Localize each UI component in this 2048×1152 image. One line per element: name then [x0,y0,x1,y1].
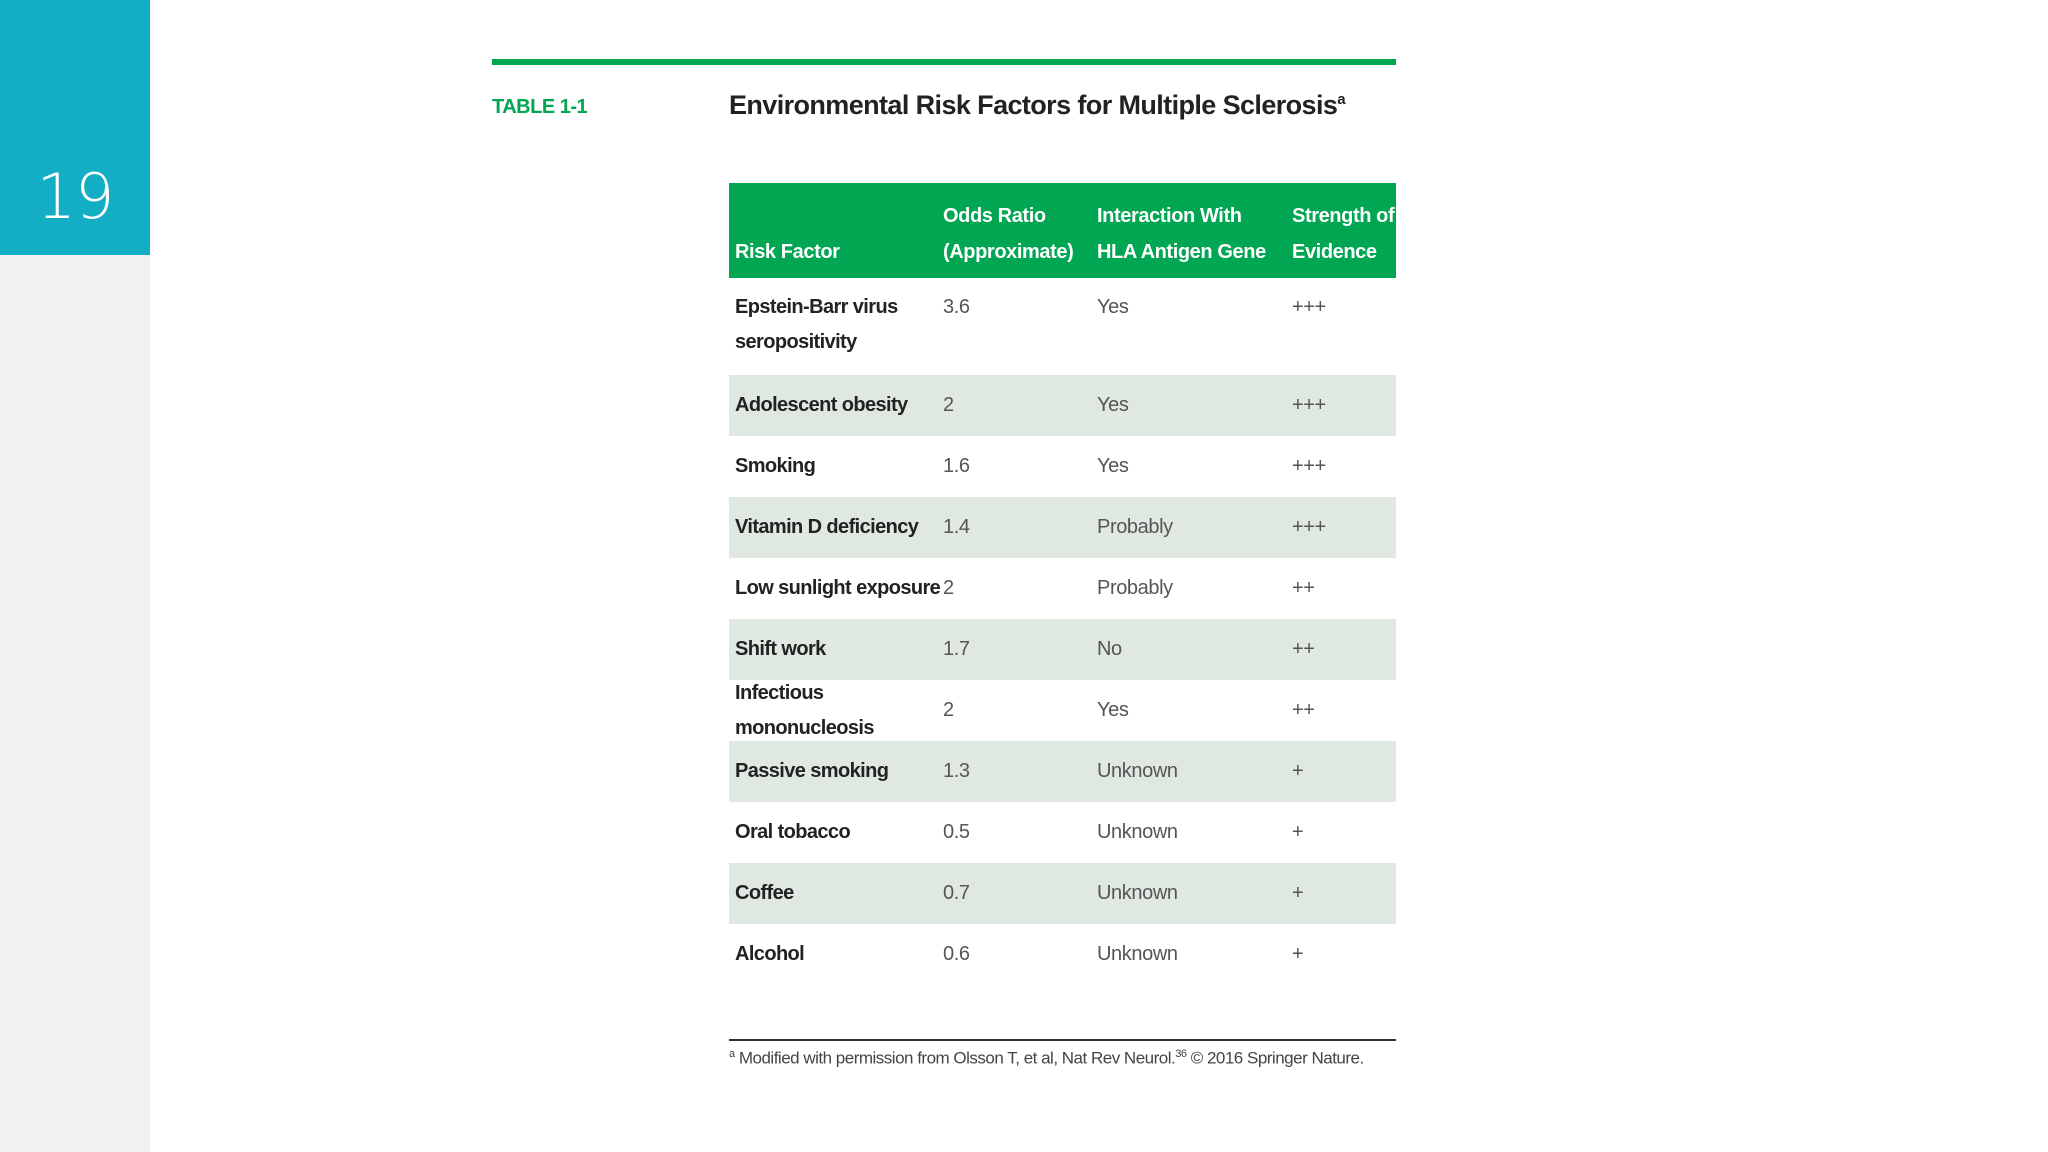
footnote-ref: 36 [1175,1048,1187,1060]
cell-hla-interaction: Unknown [1097,882,1178,904]
cell-odds-ratio: 1.6 [943,455,970,477]
cell-strength: + [1292,760,1304,782]
header-hla-interaction: Interaction With HLA Antigen Gene [1097,205,1266,263]
top-rule [492,59,1396,65]
cell-risk-factor: Alcohol [735,943,805,965]
cell-odds-ratio: 1.4 [943,516,970,538]
cell-risk-factor: Shift work [735,638,826,660]
cell-strength: + [1292,882,1304,904]
table-title [729,90,1345,121]
footnote-copyright: © 2016 Springer Nature. [1186,1048,1364,1068]
cell-strength: +++ [1292,516,1326,538]
cell-strength: + [1292,943,1304,965]
table-header-row [729,183,1396,278]
cell-odds-ratio: 2 [943,394,954,416]
cell-risk-factor: Adolescent obesity [735,394,908,416]
cell-strength: +++ [1292,394,1326,416]
cell-odds-ratio: 0.6 [943,943,970,965]
cell-strength: ++ [1292,577,1315,599]
cell-risk-factor: Smoking [735,455,816,477]
cell-hla-interaction: Probably [1097,516,1173,538]
cell-risk-factor: Epstein-Barr virus seropositivity [735,296,898,353]
table-row [729,375,1396,436]
cell-odds-ratio: 1.3 [943,760,970,782]
footnote-text: Modified with permission from Olsson T, et al, Nat Rev Neurol. [738,1048,1176,1068]
table-title-text: Environmental Risk Factors for Multiple Sclerosis [729,90,1338,120]
cell-risk-factor: Oral tobacco [735,821,851,843]
cell-odds-ratio: 0.5 [943,821,970,843]
cell-risk-factor: Low sunlight exposure [735,577,941,599]
cell-hla-interaction: Yes [1097,455,1129,477]
table-row [729,497,1396,558]
slide-number-badge [0,0,150,255]
footnote-marker: a [729,1048,735,1060]
cell-odds-ratio: 3.6 [943,296,970,318]
table-row [729,680,1396,741]
cell-risk-factor: Infectious mononucleosis [735,681,874,739]
cell-risk-factor: Coffee [735,882,794,904]
table-row [729,558,1396,619]
cell-strength: ++ [1292,699,1315,721]
table-row [729,278,1396,375]
header-risk-factor: Risk Factor [735,241,840,263]
cell-hla-interaction: Unknown [1097,943,1178,965]
slide-number: 19 [36,160,114,233]
table-row [729,924,1396,985]
header-odds-ratio: Odds Ratio (Approximate) [943,205,1074,263]
cell-hla-interaction: Yes [1097,699,1129,721]
table-title-marker: a [1337,91,1346,108]
cell-hla-interaction: Yes [1097,296,1129,318]
cell-strength: +++ [1292,455,1326,477]
cell-strength: +++ [1292,296,1326,318]
header-strength: Strength of Evidence [1292,205,1395,263]
table-row [729,802,1396,863]
cell-hla-interaction: Unknown [1097,821,1178,843]
table-label: TABLE 1-1 [492,96,588,118]
cell-odds-ratio: 2 [943,577,954,599]
table-row [729,619,1396,680]
cell-odds-ratio: 0.7 [943,882,970,904]
cell-strength: ++ [1292,638,1315,660]
cell-hla-interaction: No [1097,638,1122,660]
cell-odds-ratio: 1.7 [943,638,970,660]
cell-strength: + [1292,821,1304,843]
bottom-rule [729,1039,1396,1041]
cell-odds-ratio: 2 [943,699,954,721]
cell-risk-factor: Vitamin D deficiency [735,516,919,538]
table-row [729,863,1396,924]
cell-hla-interaction: Unknown [1097,760,1178,782]
table-row [729,436,1396,497]
cell-hla-interaction: Yes [1097,394,1129,416]
table-row [729,741,1396,802]
risk-factor-table [729,183,1396,985]
cell-risk-factor: Passive smoking [735,760,889,782]
cell-hla-interaction: Probably [1097,577,1173,599]
table-footnote [729,1048,1364,1069]
